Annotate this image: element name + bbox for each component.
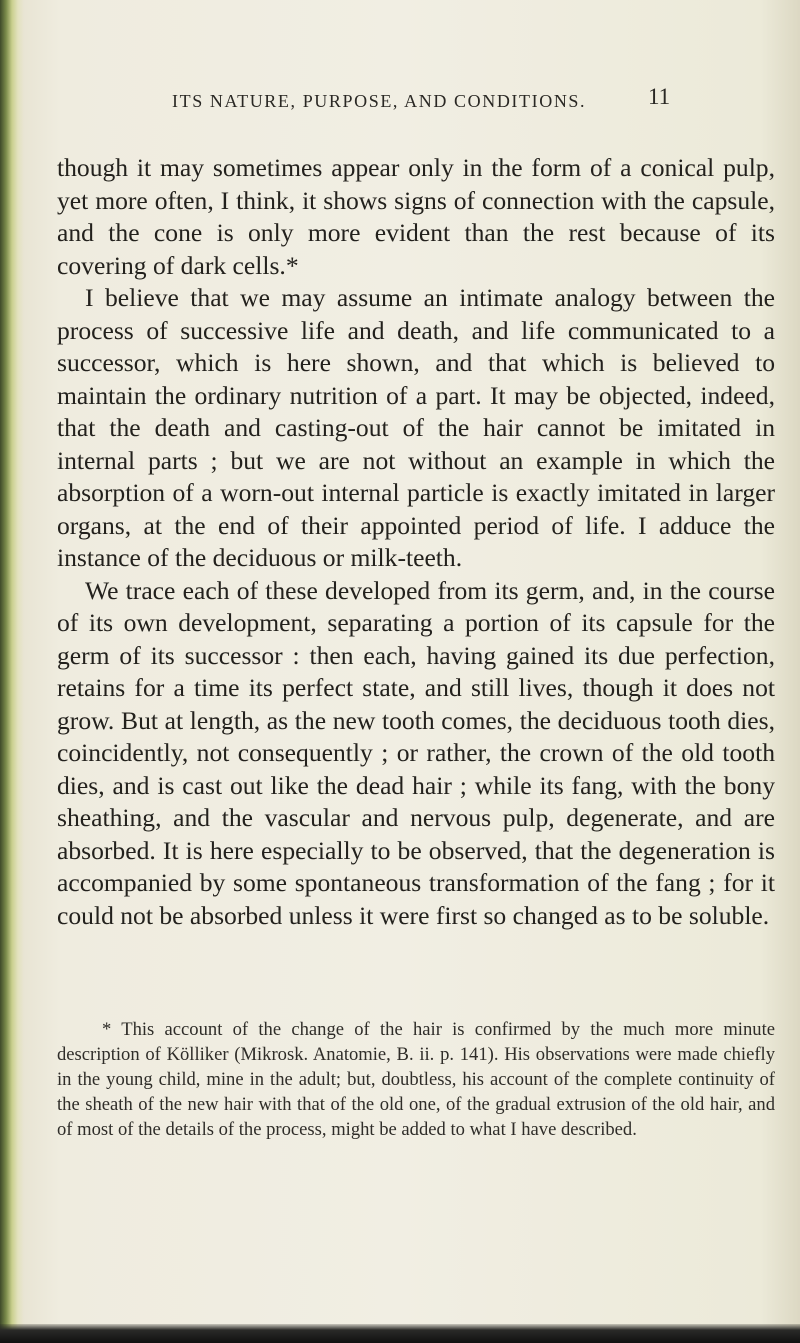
running-head-title: ITS NATURE, PURPOSE, AND CONDITIONS.: [172, 91, 587, 111]
page-number: 11: [648, 84, 671, 109]
paragraph-analogy: I believe that we may assume an intimate analogy between the process of successive life and death, and life communicated to a successor, which is here shown, and that which is believed to maintain the ordinary nutrition of a part. It may be objected, indeed, that the death and casting-out of the hair cannot be imitated in internal parts ; but we are not without an example in which the absorption of a worn-out internal particle is exactly imitated in larger organs, at the end of their appointed period of life. I adduce the instance of the deciduous or milk-teeth.: [57, 283, 775, 572]
footnote: * This account of the change of the hair is confirmed by the much more minute description of Kölliker (Mikrosk. Anatomie, B. ii. p. 141). His observations were made chiefly in the young child, mine in the adult; but, doubtless, his account of the complete continuity of the sheath of the new hair with that of the old one, of the gradual extrusion of the old hair, and of most of the details of the process, might be added to what I have described.: [57, 1019, 775, 1140]
body-text: [57, 152, 775, 932]
page-bottom-edge: [0, 1324, 800, 1343]
page-binding-edge: [0, 0, 24, 1343]
paragraph-teeth: We trace each of these developed from its germ, and, in the course of its own development, separating a portion of its capsule for the germ of its successor : then each, having gained its due perfection, retains for a time its perfect state, and still lives, though it does not grow. But at length, as the new tooth comes, the deciduous tooth dies, coincidently, not consequently ; or rather, the crown of the old tooth dies, and is cast out like the dead hair ; while its fang, with the bony sheathing, and the vascular and nervous pulp, degenerate, and are absorbed. It is here especially to be observed, that the degeneration is accompanied by some spontaneous transformation of the fang ; for it could not be absorbed unless it were first so changed as to be soluble.: [57, 575, 775, 930]
running-head: [150, 82, 770, 122]
paragraph-continuation: though it may sometimes appear only in the form of a conical pulp, yet more often, I think, it shows signs of connection with the capsule, and the cone is only more evident than the rest because of its covering of dark cells.*: [57, 153, 775, 280]
